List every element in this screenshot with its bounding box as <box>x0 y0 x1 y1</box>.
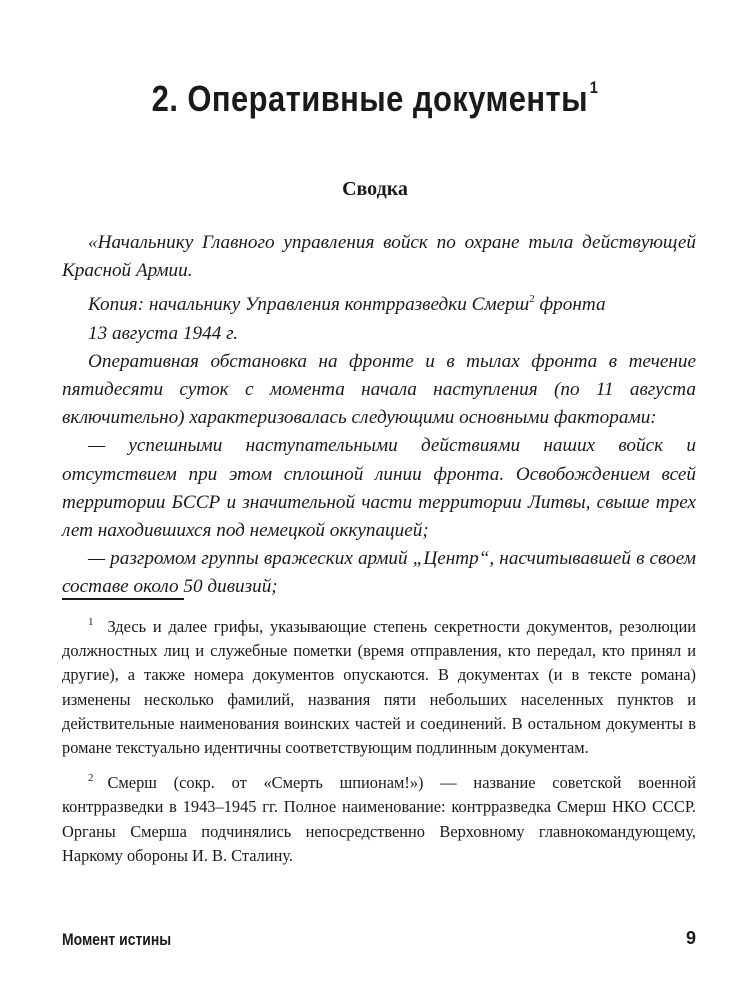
footnote-text: Смерш (сокр. от «Смерть шпионам!») — название советской военной контрразведки в 1943–1945 гг. Полное наименование: контрразведка Смерш НКО СССР. Органы Смерша подчинялись непосредственно Верховному главнокомандующему, Наркому обороны И. В. Сталину. <box>62 773 696 865</box>
report-paragraph: — разгромом группы вражеских армий „Центр“, насчитывавшей в своем составе около 50 дивизий; <box>62 548 696 598</box>
footnote-item <box>62 610 696 760</box>
footnotes <box>62 610 696 874</box>
footnote-item <box>62 766 696 868</box>
report-date: 13 августа 1944 г. <box>88 322 239 344</box>
report-copy-text: Копия: начальнику Управления контрразведки Смерш <box>88 294 530 316</box>
copy-footnote-ref: 2 <box>529 293 535 306</box>
report-paragraph: — успешными наступательными действиями наших войск и отсутствием при этом сплошной линии фронта. Освобождением всей территории БССР и значительной части территории Литвы, свыше трех лет находившихся под немецкой оккупацией; <box>62 435 696 542</box>
report-addressee: «Начальнику Главного управления войск по охране тыла действующей Красной Армии. <box>62 232 696 282</box>
page-number: 9 <box>685 928 696 948</box>
section-title: Сводка <box>342 178 408 200</box>
footnote-marker: 2 <box>88 772 94 785</box>
chapter-title <box>53 78 698 120</box>
footnote-divider <box>62 598 184 600</box>
running-footer-title: Момент истины <box>62 930 172 949</box>
chapter-footnote-ref: 1 <box>589 78 599 97</box>
report-copy-line <box>62 285 696 319</box>
report-paragraph: Оперативная обстановка на фронте и в тылах фронта в течение пятидесяти суток с момента начала наступления (по 11 августа включительно) характеризовалась следующими основными факторами: <box>62 350 696 429</box>
report-copy-text-end: фронта <box>534 294 606 316</box>
chapter-title-text: 2. Оперативные документы <box>151 78 589 119</box>
footnote-marker: 1 <box>88 616 94 628</box>
footnote-text: Здесь и далее грифы, указывающие степень секретности документов, резолюции должностных лиц и служебные пометки (время отправления, кто передал, кто принял и другие), а также номера документов опускаются. В документах (и в тексте романа) изменены несколько фамилий, названия пяти небольших населенных пунктов и действительные наименования воинских частей и соединений. В остальном документы в романе текстуально идентичны соответствующим подлинным документам. <box>62 617 696 758</box>
report-body <box>62 229 696 602</box>
